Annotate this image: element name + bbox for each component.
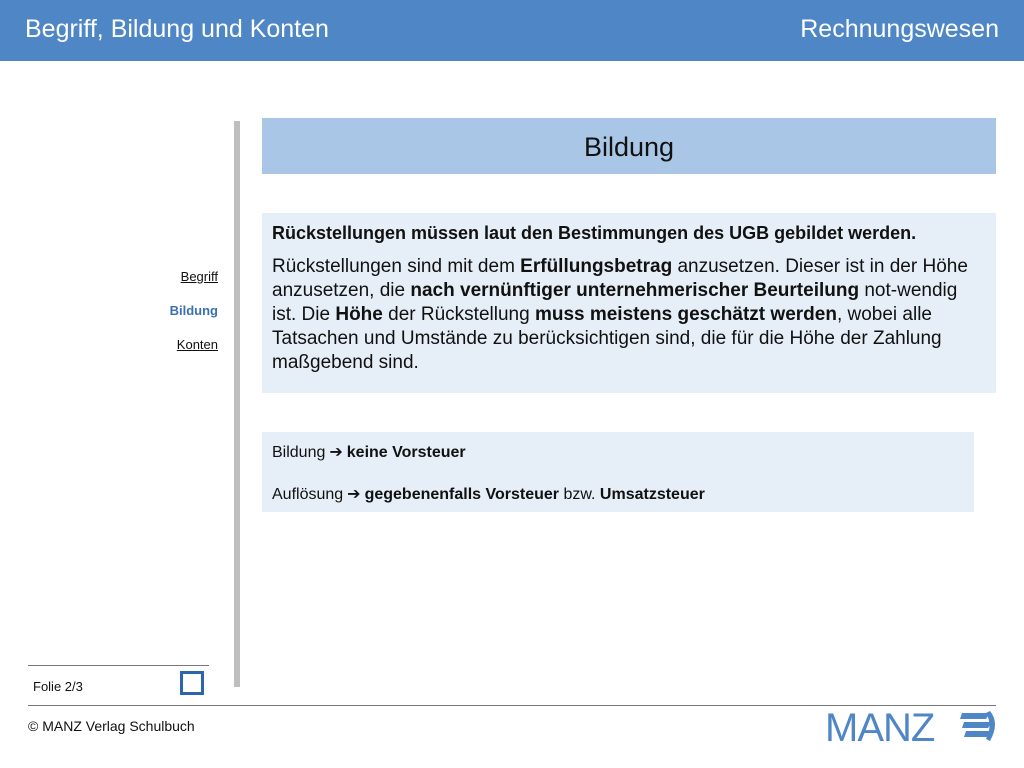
explanation-paragraph (272, 255, 986, 375)
text-part: anzusetzen. Dieser ist in der Höhe anzusetzen, die (272, 256, 968, 301)
line-value: keine Vorsteuer (346, 444, 466, 461)
slide-title: Bildung (262, 118, 996, 174)
line-value: gegebenenfalls Vorsteuer (364, 486, 560, 503)
tax-line-aufloesung (272, 484, 964, 505)
slide-navigation (170, 268, 218, 370)
nav-item-konten[interactable]: Konten (176, 337, 218, 352)
line-connector: bzw. (559, 486, 600, 503)
content-box-main (262, 213, 996, 393)
tax-line-bildung (272, 442, 964, 463)
copyright-text: © MANZ Verlag Schulbuch (28, 718, 195, 734)
nav-item-bildung[interactable]: Bildung (169, 303, 218, 318)
logo-swoosh-icon (960, 709, 998, 743)
arrow-right-icon: ➔ (329, 442, 343, 461)
subject-title: Rechnungswesen (800, 15, 999, 43)
footer-divider-short (28, 665, 209, 666)
manz-logo (825, 706, 1000, 750)
lead-statement: Rückstellungen müssen laut den Bestimmungen des UGB gebildet werden. (272, 223, 917, 243)
text-part: der Rückstellung (382, 304, 535, 325)
text-part: Rückstellungen sind mit dem (272, 256, 521, 277)
content-box-tax (262, 432, 974, 512)
bold-hoehe: Höhe (335, 304, 383, 325)
checkbox-icon[interactable] (180, 671, 204, 695)
chapter-title: Begriff, Bildung und Konten (25, 15, 329, 43)
slide-counter: Folie 2/3 (33, 679, 83, 694)
bold-erfuellungsbetrag: Erfüllungsbetrag (520, 256, 673, 277)
bold-geschaetzt: muss meistens geschätzt werden (534, 304, 837, 325)
header-bar (0, 0, 1024, 61)
line-value-2: Umsatzsteuer (599, 486, 705, 503)
arrow-right-icon: ➔ (347, 484, 361, 503)
vertical-divider (234, 121, 240, 687)
nav-item-begriff[interactable]: Begriff (180, 269, 218, 284)
text-part: not-wendig ist. Die (272, 280, 958, 325)
bold-beurteilung: nach vernünftiger unternehmerischer Beurteilung (410, 280, 860, 301)
text-part: , wobei alle Tatsachen und Umstände zu berücksichtigen sind, die für die Höhe der Zahlung maßgebend sind. (272, 304, 942, 373)
line-label: Auflösung (272, 486, 344, 503)
line-label: Bildung (272, 444, 326, 461)
logo-text: MANZ (825, 706, 935, 750)
